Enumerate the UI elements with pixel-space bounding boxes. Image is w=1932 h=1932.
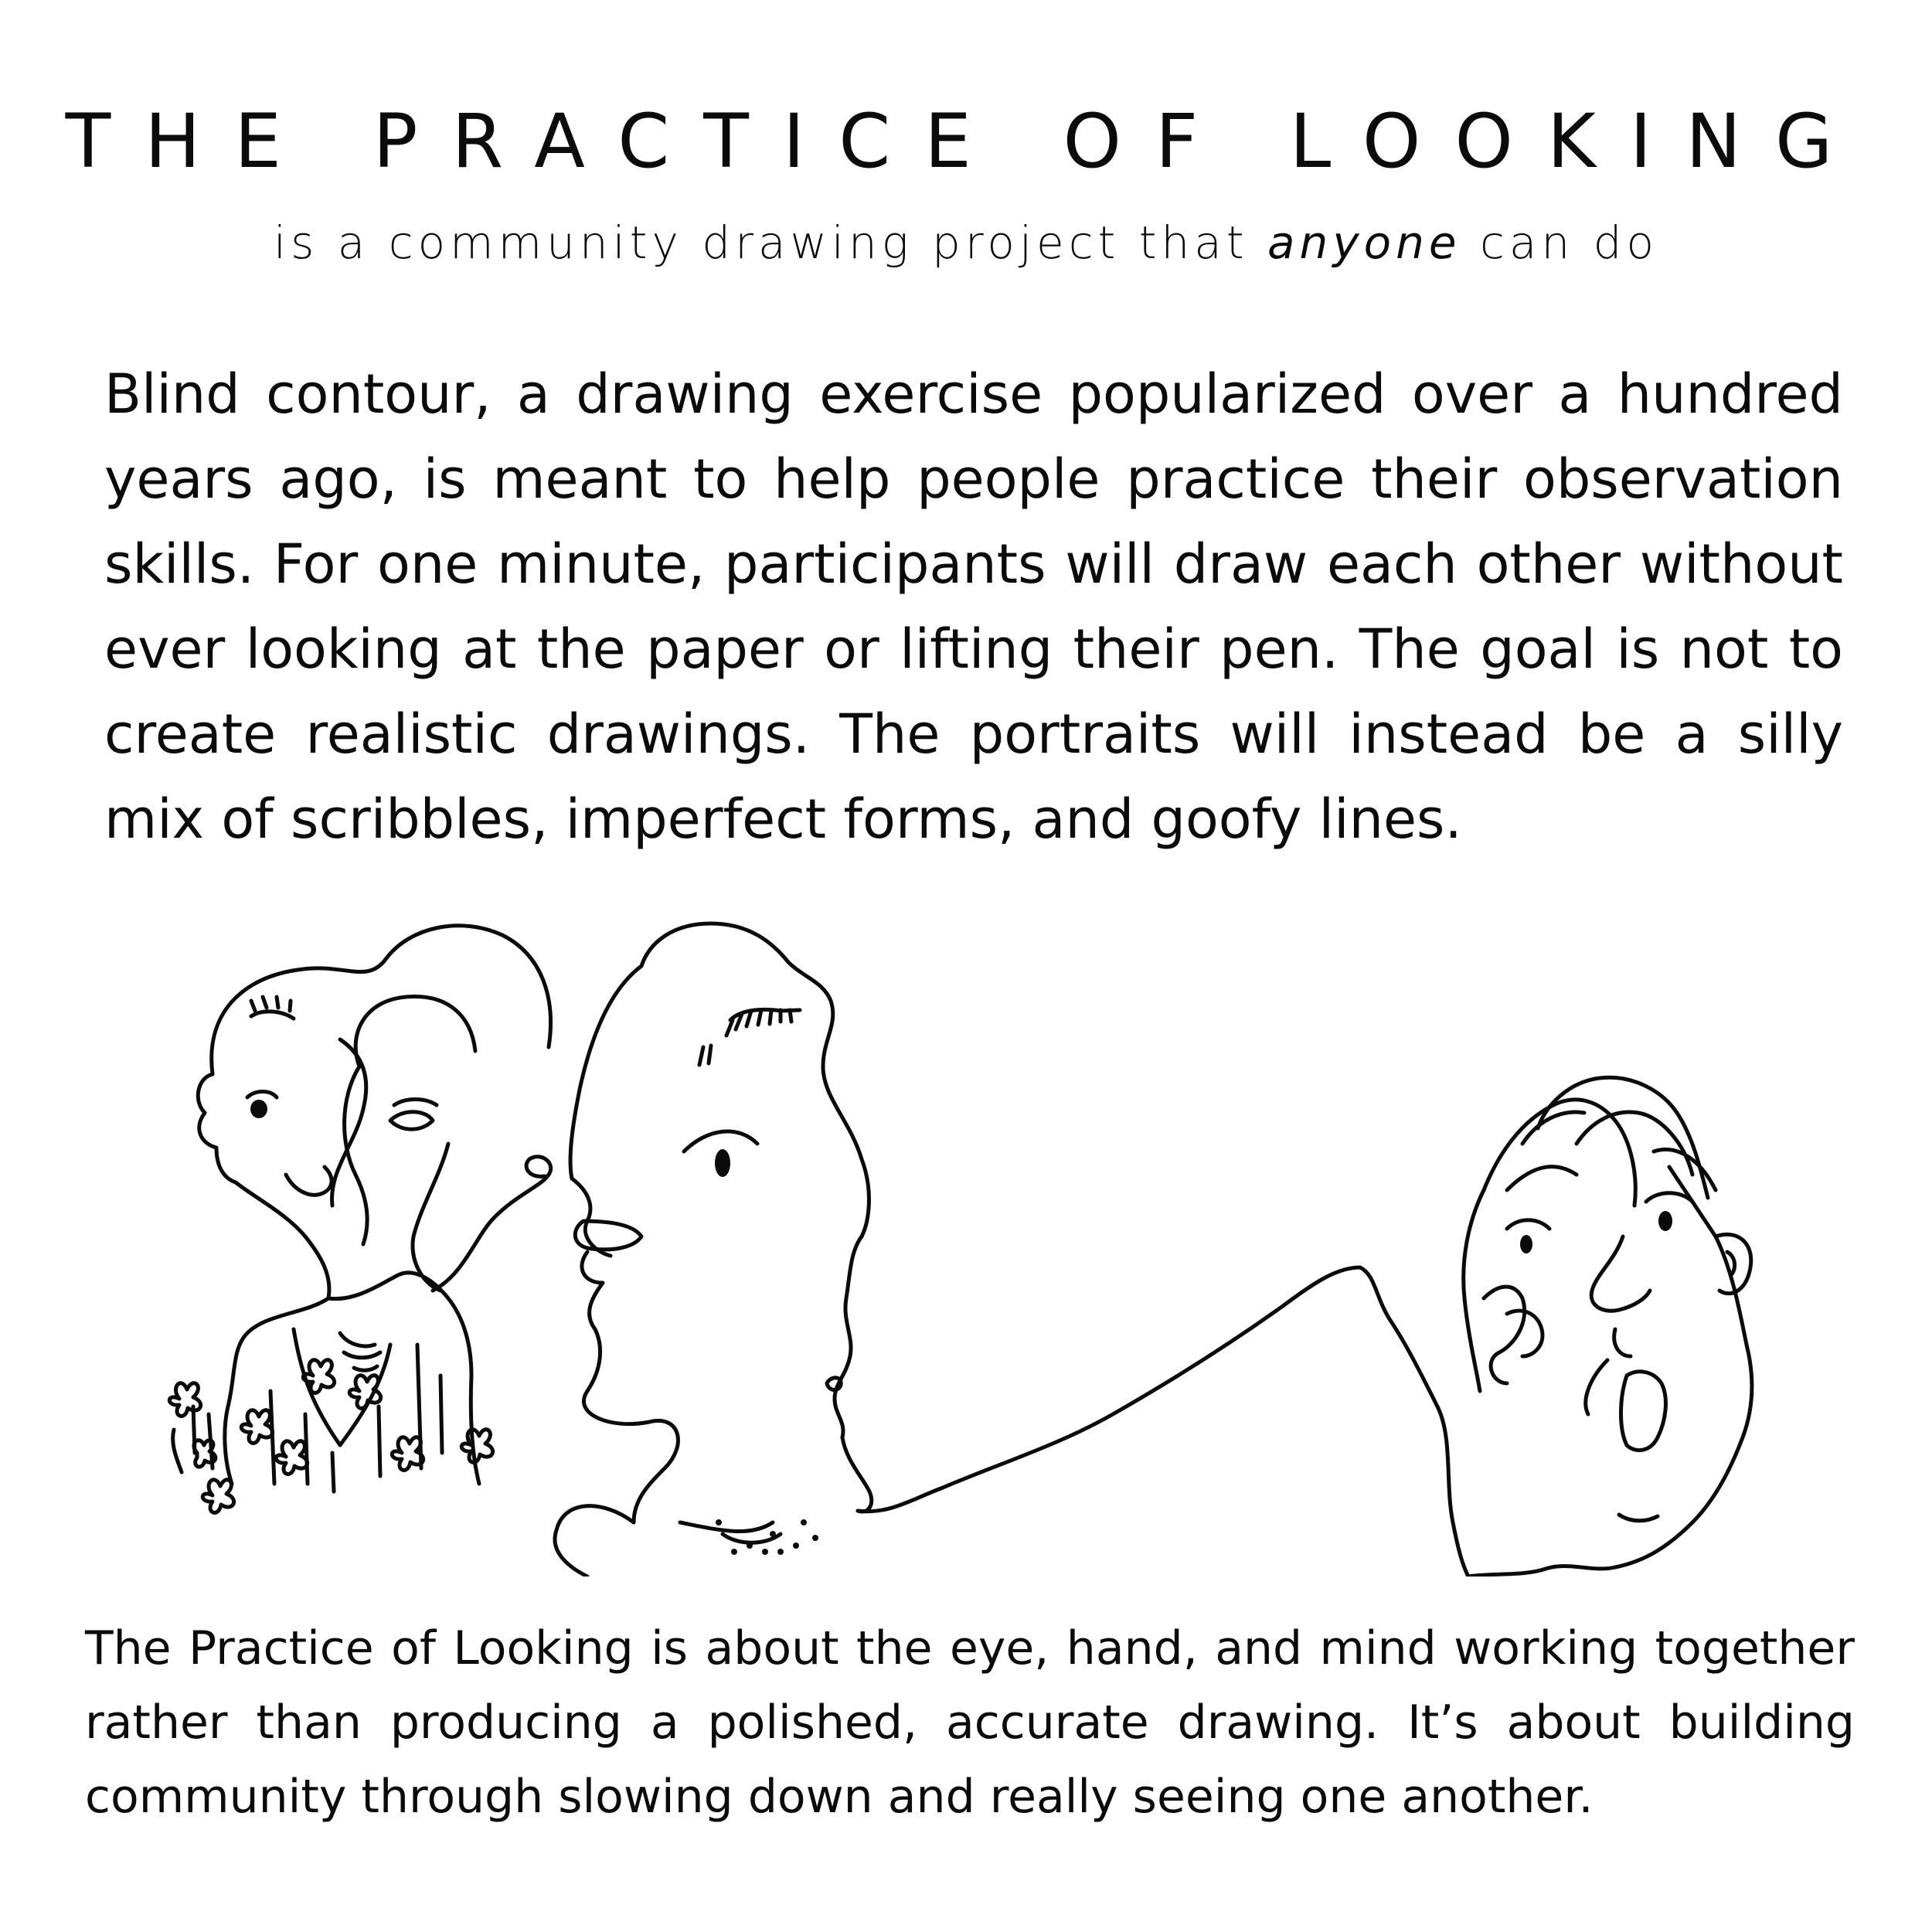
page-subtitle [0,216,1932,269]
shirt-flower-icons [169,1360,492,1513]
subtitle-emphasis: anyone [1267,216,1461,269]
subtitle-text-before: is a community drawing project that [274,216,1268,269]
continuous-contour-line [433,1157,551,1291]
swirl-hair-face-drawing [1464,1077,1752,1577]
profile-face-drawing [555,923,872,1577]
blind-contour-portraits-illustration [108,912,1808,1577]
page-title: THE PRACTICE OF LOOKING [65,98,1867,185]
subtitle-text-after: can do [1461,216,1658,269]
closing-paragraph: The Practice of Looking is about the eye, hand, and mind working together rather than producing a polished, accurate drawing. It’s about building community through slowing down and really seeing one another. [85,1621,1855,1824]
intro-paragraph: Blind contour, a drawing exercise popularized over a hundred years ago, is meant to help people practice their observation skills. For one minute, participants will draw each other without ever looking at the paper or lifting their pen. The goal is not to create realistic drawings. The portraits will instead be a silly mix of scribbles, imperfect forms, and goofy lines. [104,362,1843,851]
long-contour-line [858,1267,1468,1577]
